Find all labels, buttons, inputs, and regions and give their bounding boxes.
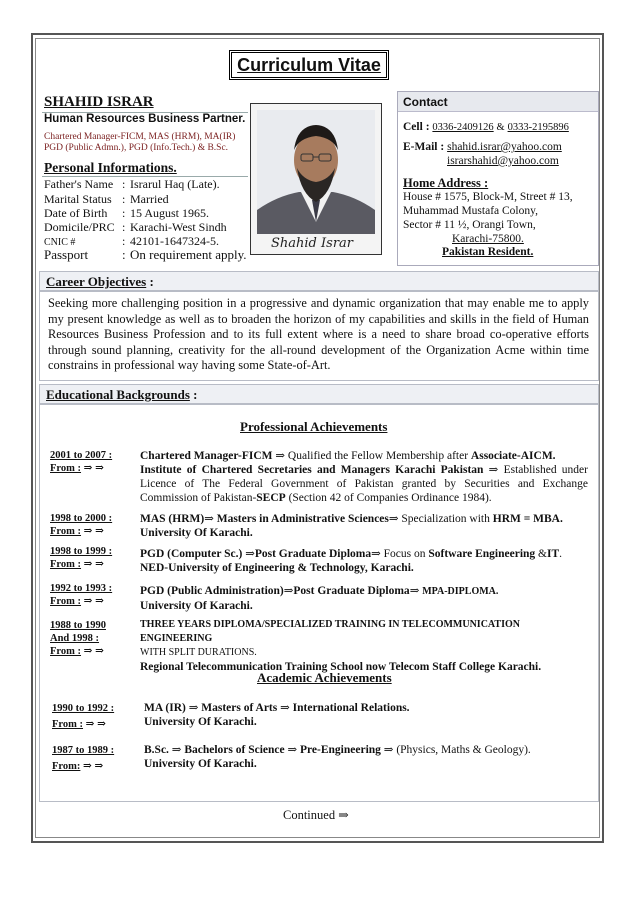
profile-photo [257,110,375,234]
address-line-3: Sector # 11 ½, Orangi Town, [403,219,536,231]
entry-institute: University Of Karachi. [144,716,257,728]
education-heading: Educational Backgrounds : [39,384,599,404]
job-title: Human Resources Business Partner. [44,113,246,125]
personal-row-cnic: CNIC # : 42101-1647324-5. [44,234,219,248]
personal-key: CNIC # [44,237,76,248]
email-link-1[interactable]: shahid.israr@yahoo.com [447,141,562,153]
professional-heading: Professional Achievements [240,419,388,434]
date-academic-2 [52,744,114,773]
date-range: 1992 to 1993 : [50,583,113,594]
personal-row-marital: Marital Status : Married [44,192,169,206]
cell-separator: & [496,122,505,133]
personal-key: Passport [44,247,89,262]
personal-value: Karachi-West Sindh [130,220,227,234]
from-label: From : [52,719,84,730]
cell-number-1[interactable]: 0336-2409126 [432,122,494,133]
entry-institute: NED-University of Engineering & Technology, Karachi. [140,562,414,574]
continued-label: Continued ⇒ [283,808,349,822]
personal-value: 42101-1647324-5. [130,234,219,248]
personal-value: On requirement apply. [130,247,247,262]
arrow-icon: ⇒ ⇒ [83,559,104,570]
career-objectives-text: Seeking more challenging position in a progressive and dynamic organization that may enable me to apply my present knowledge as well as to broaden the horizon of my capabilities and skills in the field of Human Resources Business Profession and to its full extent where is a need to share broad co-operative efforts through sound planning, creativity for the all-round development of the Organization Acme within time constrains in professional way having some State-of-Art. [48,296,589,373]
document-title: Curriculum Vitae [229,50,389,80]
entry-bsc: B.Sc. ⇒ Bachelors of Science ⇒ Pre-Engineering ⇒ (Physics, Maths & Geology). University Of Karachi. [144,744,531,770]
entry-title: PGD (Public Administration) [140,585,284,597]
education-heading-text: Educational Backgrounds [46,387,190,402]
cell-number-2[interactable]: 0333-2195896 [507,122,569,133]
entry-detail-tail: (Section 42 of Companies Ordinance 1984). [288,492,492,504]
entry-institute: Institute of Chartered Secretaries and Managers Karachi Pakistan [140,464,484,476]
entry-title-d: HRM = MBA. [492,513,563,525]
entry-title-b: Bachelors of Science [184,744,285,756]
from-label: From : [50,559,82,570]
qualifications-summary [44,132,235,154]
date-entry-4 [50,582,112,608]
arrow-icon: ⇒ ⇒ [83,526,104,537]
personal-value: 15 August 1965. [130,206,210,220]
personal-key: Domicile/PRC [44,220,115,234]
signature: Shahid Israr [271,236,353,251]
profile-photo-frame [250,103,382,255]
email-link-2[interactable]: israrshahid@yahoo.com [447,155,559,167]
entry-title-b: Post Graduate Diploma [293,585,410,597]
arrow-icon: ⇒ ⇒ [83,463,104,474]
date-academic-1 [52,702,114,731]
date-entry-1 [50,449,112,475]
entry-title: THREE YEARS DIPLOMA/SPECIALIZED TRAINING IN TELECOMMUNICATION ENGINEERING [140,619,520,644]
entry-detail: Established under Licence of The Federal Government of Pakistan granted by Securities and Exchange Commission of Pakistan- [140,464,588,504]
date-range: 1998 to 2000 : [50,513,113,524]
entry-title: Chartered Manager-FICM [140,450,273,462]
entry-title-c: Pre-Engineering [300,744,381,756]
entry-title-c: Focus on [383,548,426,560]
email-line: E-Mail : shahid.israr@yahoo.com [403,141,562,153]
entry-title-bold: Associate-AICM. [470,450,556,462]
entry-title-e: & [538,548,547,560]
date-entry-5 [50,619,106,658]
entry-pgd-computer: PGD (Computer Sc.) ⇒Post Graduate Diploma⇒ Focus on Software Engineering &IT. NED-University of Engineering & Technology, Karachi. [140,548,563,574]
entry-mas: MAS (HRM)⇒ Masters in Administrative Sciences⇒ Specialization with HRM = MBA. University Of Karachi. [140,513,563,539]
address-line-4: Karachi-75800. [452,233,524,245]
arrow-icon: ⇒ ⇒ [83,596,104,607]
entry-title: PGD (Computer Sc.) [140,548,243,560]
entry-title-b: Masters in Administrative Sciences [216,513,389,525]
entry-title: B.Sc. [144,744,169,756]
entry-institute: Regional Telecommunication Training School now Telecom Staff College Karachi. [140,661,542,673]
academic-heading: Academic Achievements [257,670,392,685]
entry-title: MA (IR) [144,702,186,714]
from-label: From : [50,526,82,537]
personal-row-father: Father's Name : Israrul Haq (Late). [44,177,220,191]
date-range-2: And 1998 : [50,633,100,644]
personal-row-passport: Passport : On requirement apply. [44,247,247,262]
entry-ficm: Chartered Manager-FICM ⇒ Qualified the Fellow Membership after Associate-AICM. Institute of Chartered Secretaries and Managers Karachi Pakistan ⇒ Established under Licence of The Federal Government of Pakistan granted by Securities and Exchange Commission of Pakistan-SECP (Section 42 of Companies Ordinance 1984). [140,450,588,504]
personal-key: Date of Birth [44,206,108,220]
entry-title: MAS (HRM) [140,513,205,525]
entry-title-c: Specialization with [401,513,490,525]
personal-value: Israrul Haq (Late). [130,177,220,191]
date-range: 1990 to 1992 : [52,703,115,714]
date-entry-2 [50,512,112,538]
personal-info-heading: Personal Informations. [44,160,177,175]
address-line-2: Muhammad Mustafa Colony, [403,205,539,217]
qualifications-line-2: PGD (Public Admn.), PGD (Info.Tech.) & B.Sc. [44,143,229,153]
from-label: From : [50,596,82,607]
entry-title-d: Software Engineering [428,548,536,560]
career-heading-text: Career Objectives [46,274,147,289]
entry-title-f: IT [547,548,560,560]
candidate-name: SHAHID ISRAR [44,94,154,110]
personal-value: Married [130,192,169,206]
entry-title-c: MPA-DIPLOMA. [422,586,499,597]
entry-pgd-public: PGD (Public Administration)⇒Post Graduate Diploma⇒ MPA-DIPLOMA. University Of Karachi. [140,585,499,612]
personal-key: Marital Status [44,192,112,206]
entry-institute: University Of Karachi. [140,600,253,612]
entry-institute: University Of Karachi. [140,527,253,539]
qualifications-line-1: Chartered Manager-FICM, MAS (HRM), MA(IR) [44,132,236,142]
entry-detail-bold: SECP [256,492,286,504]
entry-title-d: (Physics, Maths & Geology). [396,744,531,756]
entry-institute: University Of Karachi. [144,758,257,770]
residency: Pakistan Resident. [442,246,534,258]
personal-row-dob: Date of Birth : 15 August 1965. [44,206,210,220]
date-range: 1998 to 1999 : [50,546,113,557]
arrow-icon: ⇒ ⇒ [83,761,104,772]
date-range: 1988 to 1990 [50,620,106,631]
entry-ma-ir: MA (IR) ⇒ Masters of Arts ⇒ International Relations. University Of Karachi. [144,702,410,728]
entry-note: WITH SPLIT DURATIONS. [140,647,257,658]
career-objectives-heading: Career Objectives : [39,271,599,291]
cell-line: Cell : 0336-2409126 & 0333-2195896 [403,121,569,133]
from-label: From : [50,646,82,657]
email-label: E-Mail [403,141,438,153]
date-range: 1987 to 1989 : [52,745,115,756]
address-heading: Home Address : [403,176,489,190]
personal-row-domicile: Domicile/PRC : Karachi-West Sindh [44,220,227,234]
arrow-icon: ⇒ ⇒ [85,719,106,730]
entry-title-c: International Relations. [292,702,410,714]
entry-title-tail: Qualified the Fellow Membership after [287,450,469,462]
cell-label: Cell [403,121,423,133]
date-range: 2001 to 2007 : [50,450,113,461]
contact-heading: Contact [398,92,598,112]
personal-key: Father's Name [44,177,114,191]
arrow-icon: ⇒ ⇒ [83,646,104,657]
date-entry-3 [50,545,112,571]
entry-title-b: Masters of Arts [201,702,278,714]
address-line-1: House # 1575, Block-M, Street # 13, [403,191,573,203]
from-label: From: [52,761,81,772]
from-label: From : [50,463,82,474]
entry-title-b: Post Graduate Diploma [254,548,372,560]
entry-telecom [140,618,588,674]
